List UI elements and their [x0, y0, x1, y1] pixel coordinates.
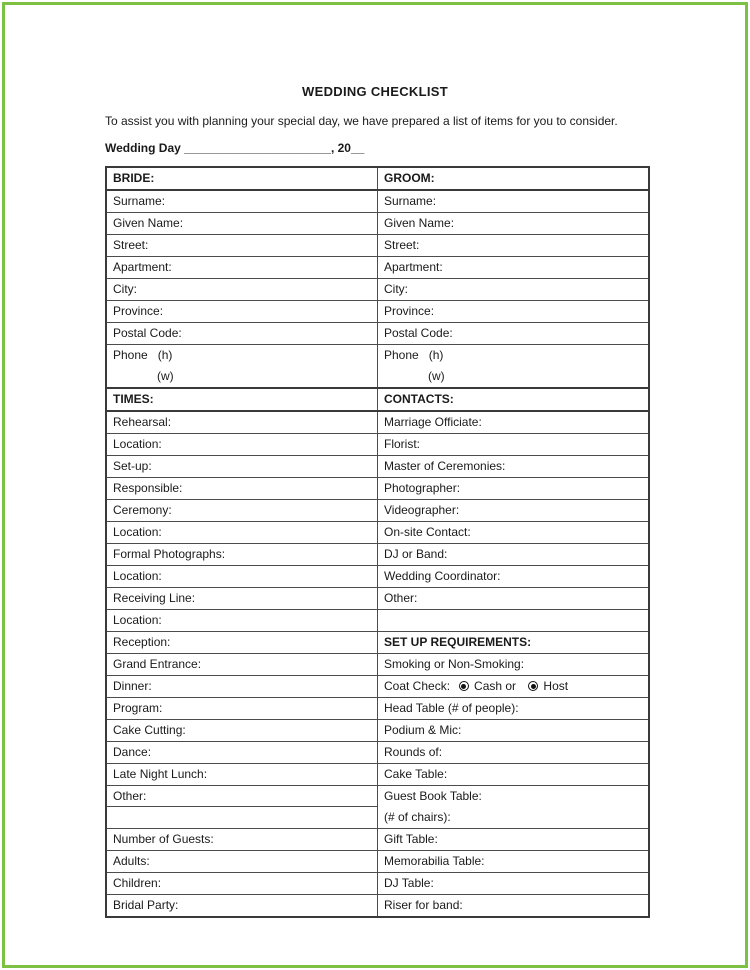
form-label-cell — [378, 851, 650, 873]
cell-text: Dance: — [113, 745, 152, 759]
radio-cash-icon — [459, 681, 469, 691]
cell-text: Gift Table: — [384, 832, 438, 846]
form-label-cell — [106, 411, 378, 434]
cell-text: Dinner: — [113, 679, 152, 693]
coat-check-cash-label: Cash or — [470, 679, 527, 693]
cell-text: Photographer: — [384, 481, 461, 495]
cell-text: Surname: — [384, 194, 437, 208]
cell-text: Apartment: — [113, 260, 172, 274]
cell-text: DJ or Band: — [384, 547, 448, 561]
cell-text: Wedding Coordinator: — [384, 569, 501, 583]
guest-book-table-cell — [378, 786, 650, 829]
cell-text: Rounds of: — [384, 745, 443, 759]
cell-text: Memorabilia Table: — [384, 854, 485, 868]
cell-text: Master of Ceremonies: — [384, 459, 506, 473]
cell-text: On-site Contact: — [384, 525, 471, 539]
other-cell — [106, 786, 378, 829]
cell-text — [107, 807, 377, 828]
cell-text: DJ Table: — [384, 876, 434, 890]
form-label-cell — [106, 895, 378, 918]
checklist-table — [105, 166, 650, 918]
form-label-cell — [106, 544, 378, 566]
form-label-cell — [106, 610, 378, 632]
form-label-cell — [378, 610, 650, 632]
cell-text: Postal Code: — [384, 326, 453, 340]
cell-text: (# of chairs): — [384, 810, 451, 824]
form-label-cell — [378, 764, 650, 786]
cell-text: Ceremony: — [113, 503, 172, 517]
page-title: WEDDING CHECKLIST — [302, 84, 448, 99]
coat-check-line — [378, 676, 648, 697]
form-label-cell — [106, 588, 378, 610]
coat-check-label: Coat Check: — [384, 679, 457, 693]
cell-text: GROOM: — [384, 171, 435, 185]
cell-text: Location: — [113, 525, 162, 539]
cell-text: Videographer: — [384, 503, 460, 517]
cell-text: Late Night Lunch: — [113, 767, 208, 781]
cell-text: Rehearsal: — [113, 415, 172, 429]
cell-text: Given Name: — [384, 216, 455, 230]
form-label-cell — [378, 654, 650, 676]
form-label-cell — [378, 323, 650, 345]
form-label-cell — [106, 698, 378, 720]
radio-host-icon — [528, 681, 538, 691]
form-label-cell — [378, 720, 650, 742]
form-label-cell — [106, 301, 378, 323]
groom-phone-cell — [378, 345, 650, 389]
cell-text: Number of Guests: — [113, 832, 214, 846]
contacts-header-cell — [378, 388, 650, 411]
wedding-day-label: Wedding Day — [105, 141, 185, 155]
form-label-cell — [106, 500, 378, 522]
form-label-cell — [106, 478, 378, 500]
form-label-cell — [106, 851, 378, 873]
groom-header-cell — [378, 167, 650, 190]
form-label-cell — [378, 257, 650, 279]
cell-text: Other: — [107, 786, 377, 807]
wedding-day-blank-line: ______________________ — [184, 141, 331, 155]
form-label-cell — [378, 544, 650, 566]
cell-text: Cake Cutting: — [113, 723, 186, 737]
form-label-cell — [378, 742, 650, 764]
form-label-cell — [106, 235, 378, 257]
form-label-cell — [378, 478, 650, 500]
checklist-table-body — [106, 167, 649, 917]
cell-text: Phone (h) — [384, 348, 444, 362]
cell-text: Podium & Mic: — [384, 723, 462, 737]
form-label-cell — [378, 873, 650, 895]
form-label-cell — [378, 588, 650, 610]
document-content — [105, 84, 645, 918]
cell-text: BRIDE: — [113, 171, 155, 185]
form-label-cell — [106, 456, 378, 478]
form-label-cell — [378, 301, 650, 323]
cell-text: Receiving Line: — [113, 591, 196, 605]
cell-text: Location: — [113, 569, 162, 583]
cell-text: City: — [113, 282, 137, 296]
form-label-cell — [106, 829, 378, 851]
wedding-day-year-suffix: , 20__ — [330, 141, 365, 155]
form-label-cell — [378, 500, 650, 522]
form-label-cell — [378, 190, 650, 213]
cell-text: TIMES: — [113, 392, 154, 406]
cell-text: Reception: — [113, 635, 171, 649]
cell-text: Bridal Party: — [113, 898, 179, 912]
form-label-cell — [106, 522, 378, 544]
form-label-cell — [106, 764, 378, 786]
cell-text: Grand Entrance: — [113, 657, 202, 671]
coat-check-cell — [378, 676, 650, 698]
form-label-cell — [106, 190, 378, 213]
cell-text: (w) — [428, 369, 445, 383]
cell-text: Province: — [113, 304, 164, 318]
form-label-cell — [106, 720, 378, 742]
form-label-cell — [378, 698, 650, 720]
form-label-cell — [106, 566, 378, 588]
form-label-cell — [106, 213, 378, 235]
cell-text: Riser for band: — [384, 898, 463, 912]
form-label-cell — [106, 742, 378, 764]
cell-text: Guest Book Table: — [384, 789, 482, 803]
form-label-cell — [106, 676, 378, 698]
form-label-cell — [106, 279, 378, 301]
form-label-cell — [378, 434, 650, 456]
form-label-cell — [106, 323, 378, 345]
cell-text: City: — [384, 282, 408, 296]
cell-text: Location: — [113, 437, 162, 451]
form-label-cell — [378, 411, 650, 434]
cell-text: Smoking or Non-Smoking: — [384, 657, 525, 671]
cell-text: Apartment: — [384, 260, 443, 274]
coat-check-host-label: Host — [540, 679, 569, 693]
cell-text: Location: — [113, 613, 162, 627]
cell-text: Florist: — [384, 437, 420, 451]
cell-text: Province: — [384, 304, 435, 318]
times-header-cell — [106, 388, 378, 411]
wedding-day-line — [105, 141, 645, 155]
form-label-cell — [378, 279, 650, 301]
cell-text: (w) — [157, 369, 174, 383]
cell-text: Responsible: — [113, 481, 183, 495]
form-label-cell — [106, 257, 378, 279]
cell-text: Set-up: — [113, 459, 152, 473]
cell-text: Marriage Officiate: — [384, 415, 482, 429]
cell-text: Phone (h) — [113, 348, 173, 362]
form-label-cell — [378, 213, 650, 235]
bride-header-cell — [106, 167, 378, 190]
form-label-cell — [378, 522, 650, 544]
cell-text: Postal Code: — [113, 326, 182, 340]
setup-header-cell — [378, 632, 650, 654]
bride-phone-cell — [106, 345, 378, 389]
form-label-cell — [378, 456, 650, 478]
form-label-cell — [378, 829, 650, 851]
cell-text: Adults: — [113, 854, 150, 868]
form-label-cell — [106, 434, 378, 456]
form-label-cell — [106, 873, 378, 895]
cell-text: Children: — [113, 876, 162, 890]
cell-text: Street: — [384, 238, 420, 252]
cell-text: Program: — [113, 701, 163, 715]
cell-text — [378, 610, 648, 631]
cell-text: CONTACTS: — [384, 392, 454, 406]
cell-text: Given Name: — [113, 216, 184, 230]
cell-text: Other: — [384, 591, 418, 605]
cell-text: Cake Table: — [384, 767, 448, 781]
cell-text: Head Table (# of people): — [384, 701, 519, 715]
form-label-cell — [106, 632, 378, 654]
cell-text: Street: — [113, 238, 149, 252]
form-label-cell — [106, 654, 378, 676]
cell-text: Formal Photographs: — [113, 547, 226, 561]
form-label-cell — [378, 566, 650, 588]
intro-text: To assist you with planning your special day, we have prepared a list of items for you to consider. — [105, 114, 618, 128]
form-label-cell — [378, 895, 650, 918]
form-label-cell — [378, 235, 650, 257]
cell-text: SET UP REQUIREMENTS: — [384, 635, 532, 649]
cell-text: Surname: — [113, 194, 166, 208]
